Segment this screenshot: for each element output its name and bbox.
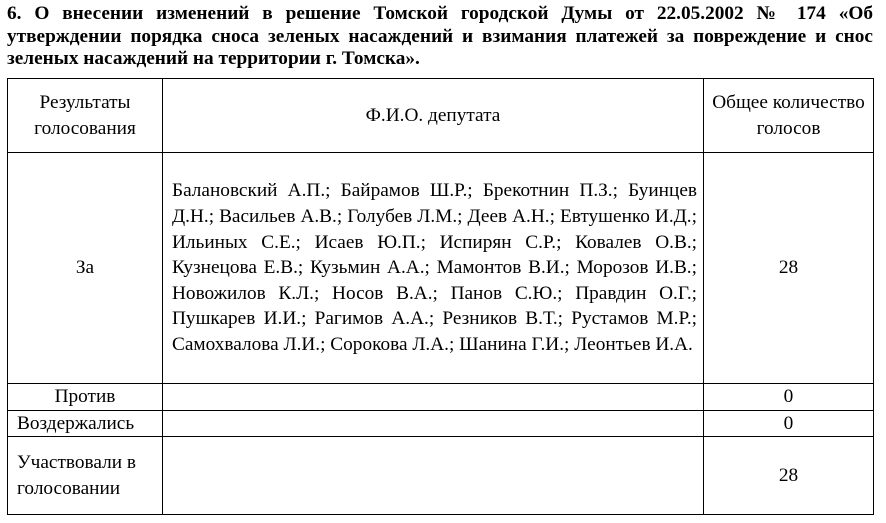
vote-count: 0 bbox=[704, 384, 874, 411]
voting-results-table bbox=[7, 78, 874, 515]
vote-count: 28 bbox=[704, 153, 874, 384]
row-label: Участвовали в голосовании bbox=[8, 437, 163, 515]
header-deputy: Ф.И.О. депутата bbox=[163, 79, 704, 153]
vote-count: 0 bbox=[704, 410, 874, 437]
header-result: Результаты голосования bbox=[8, 79, 163, 153]
header-total: Общее количество голосов bbox=[704, 79, 874, 153]
decision-heading: 6. О внесении изменений в решение Томской городской Думы от 22.05.2002 № 174 «Об утверждении порядка сноса зеленых насаждений и взимания платежей за повреждение и снос зеленых насаждений на территории г. Томска». bbox=[7, 3, 873, 69]
deputy-names bbox=[163, 384, 704, 411]
table-row-participated bbox=[8, 437, 874, 515]
row-label: За bbox=[8, 153, 163, 384]
table-row-abstained bbox=[8, 410, 874, 437]
deputy-names bbox=[163, 410, 704, 437]
vote-count: 28 bbox=[704, 437, 874, 515]
row-label: Воздержались bbox=[8, 410, 163, 437]
deputy-names bbox=[163, 437, 704, 515]
row-label: Против bbox=[8, 384, 163, 411]
table-header-row bbox=[8, 79, 874, 153]
deputy-names: Балановский А.П.; Байрамов Ш.Р.; Брекотнин П.З.; Буинцев Д.Н.; Васильев А.В.; Голубев Л.М.; Деев А.Н.; Евтушенко И.Д.; Ильиных С.Е.; Исаев Ю.П.; Испирян С.Р.; Ковалев О.В.; Кузнецова Е.В.; Кузьмин А.А.; Мамонтов В.И.; Морозов И.В.; Новожилов К.Л.; Носов В.А.; Панов С.Ю.; Правдин О.Г.; Пушкарев И.И.; Рагимов А.А.; Резников В.Т.; Рустамов М.Р.; Самохвалова Л.И.; Сорокова Л.А.; Шанина Г.И.; Леонтьев И.А. bbox=[163, 153, 704, 384]
table-row-for bbox=[8, 153, 874, 384]
table-row-against bbox=[8, 384, 874, 411]
